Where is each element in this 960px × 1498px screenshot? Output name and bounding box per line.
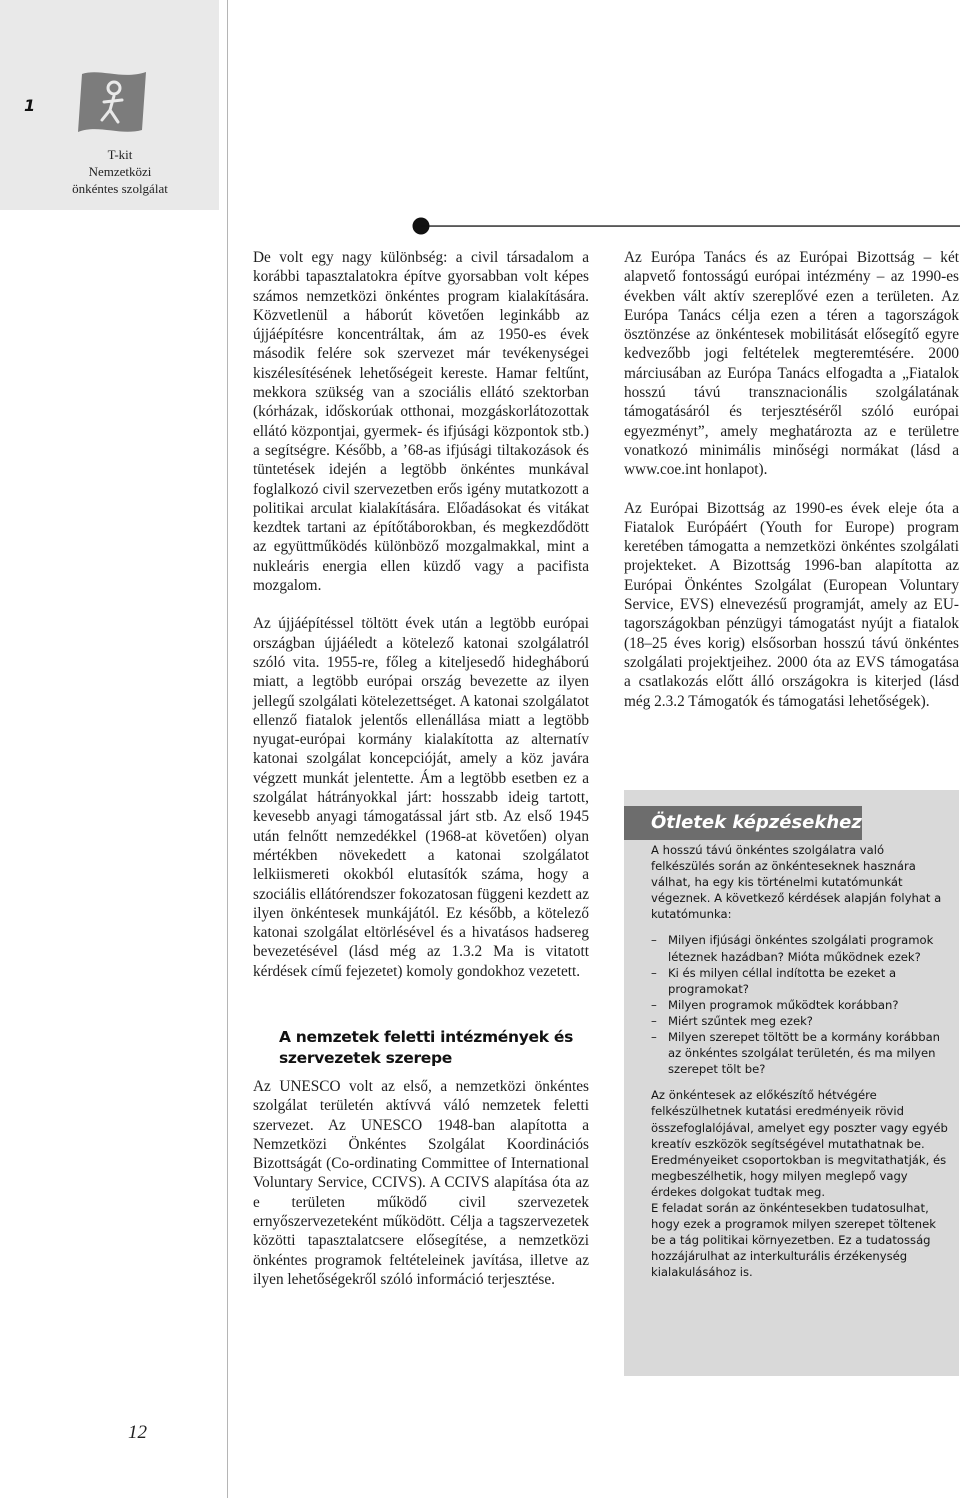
kit-title-line: Nemzetközi xyxy=(88,164,152,179)
page-number: 12 xyxy=(128,1422,147,1443)
ideas-question-list xyxy=(651,932,951,1077)
body-paragraph: Az Európai Bizottság az 1990-es évek eleje óta a Fiatalok Európáért (Youth for Europe) program keretében támogatta a nemzetközi önkéntes szolgálati projekteket. A Bizottság 1996-ban alapította az Európai Önkéntes Szolgálat (European Voluntary Service, EVS) elnevezésű programját, amely az EU-tagországokban pénzügyi támogatást nyújt a fiatalok (18–25 éves korig) elsősorban hosszú távú önkéntes szolgálati projektjeihez. 2000 óta az EVS támogatása a csatlakozás előtt álló országokra is kiterjed (lásd még 2.3.2 Támogatók és támogatási lehetőségek). xyxy=(624,499,959,710)
list-item: – Milyen szerepet töltött be a kormány korábban az önkéntes szolgálat területén, és ma milyen szerepet tölt be? xyxy=(651,1029,951,1077)
chapter-number: 1 xyxy=(24,96,36,115)
body-paragraph: De volt egy nagy különbség: a civil társadalom a korábbi tapasztalatokra építve gyorsabban volt képes számos nemzetközi önkéntes program kialakítására. Közvetlenül a háborút követően leginkább az újjáépítésre koncentráltak, ám az 1950-es évek második felére sok szervezet már tevékenységei kiszélesítésének lehetőségeit kereste. Hamar feltűnt, mekkora szükség van a szociális ellátó szektorban (kórházak, időskorúak otthonai, mozgáskorlátozottak ellátó központjai, gyermek- és ifjúsági központok stb.) a segítségre. Később, a ’68-as ifjúsági tiltakozások és tüntetések idején a legtöbb önkéntes munkával foglalkozó civil szervezetben erős igény mutatkozott a politikai arculat kialakítására. Előadásokat és vitákat kezdtek tartani az építőtáborokban, és megkezdődött az együttműködés különböző mozgalmakkal, mint a nukleáris energia ellen küzdő vagy a pacifista mozgalom. xyxy=(253,249,589,595)
section-heading: A nemzetek feletti intézmények és szervezetek szerepe xyxy=(279,1027,574,1067)
ideas-box-title: Ötletek képzésekhez xyxy=(624,806,862,840)
ideas-outro: Az önkéntesek az előkészítő hétvégére felkészülhetnek kutatási eredményeik rövid összefoglalójával, amelyet egy poszter vagy egyéb kreatív eszközök segítségével mutathatnak be. Eredményeiket csoportokban is megvitathatják, és megbeszélhetik, hogy milyen meglepő vagy érdekes dolgokat tudtak meg. xyxy=(651,1088,948,1199)
list-item: – Milyen ifjúsági önkéntes szolgálati programok léteznek hazádban? Mióta működnek ezek? xyxy=(651,932,951,964)
kit-title-line: T-kit xyxy=(107,147,133,162)
list-item: – Milyen programok működtek korábban? xyxy=(651,997,951,1013)
list-item: – Ki és milyen céllal indította be ezeket a programokat? xyxy=(651,965,951,997)
top-rule-with-dot xyxy=(412,216,960,236)
right-column xyxy=(624,248,959,711)
body-paragraph: Az UNESCO volt az első, a nemzetközi önkéntes szolgálat területén aktívvá váló nemzetek feletti szervezet. Az UNESCO 1948-ban alapította a Nemzetközi Önkéntes Szolgálat Koordinációs Bizottságát (Co-ordinating Committee of International Voluntary Service, CCIVS). A CCIVS alapítása óta az e területen működő civil szervezetek ernyőszervezeteként működött. Célja a tagszervezetek közötti tapasztalatcsere elősegítése, a nemzetközi önkéntes programok feltételeinek javítása, illetve az ilyen lehetőségekről szóló információ terjesztése. xyxy=(253,1077,589,1288)
body-paragraph: Az Európa Tanács és az Európai Bizottság – két alapvető fontosságú európai intézmény – az 1990-es években vált aktív szereplővé ezen a területen. Az Európa Tanács célja ezen a téren a tagországok ösztönzése az önkéntesek mobilitását elősegítő egyre kedvezőbb jogi feltételek megteremtésére. 2000 márciusában az Európa Tanács elfogadta a „Fiatalok hosszú távú transznacionális szolgálatának támogatásáról és terjesztéséről szóló európai egyezményt”, amely meghatározta az e területre vonatkozó minimális minőségi normákat (lásd a www.coe.int honlapot). xyxy=(624,249,959,479)
ideas-intro: A hosszú távú önkéntes szolgálatra való felkészülés során az önkénteseknek hasznára válhat, ha egy kis történelmi kutatómunkát végeznek. A következő kérdések alapján folyhat a kutatómunka: xyxy=(651,843,942,922)
left-column xyxy=(253,248,589,1289)
body-paragraph: Az újjáépítéssel töltött évek után a legtöbb európai országban újjáéledt a kötelező katonai szolgálatról szóló vita. 1955-re, főleg a kiteljesedő hidegháború miatt, a legtöbb európai ország bevezette az ilyen jellegű szolgálati kötelezettséget. A katonai szolgálatot ellenző fiatalok jelentős ellenállása miatt a legtöbb nyugat-európai kormány kialakította az alternatív katonai szolgálat koncepcióját, amely a köz javára végzett munkát jelentette. Ám a legtöbb esetben ez a szolgálat hátrányokkal járt: hosszabb ideig tartott, kevesebb anyagi támogatással járt stb. Az első 1945 után felnőtt nemzedékkel (1968-at követően) olyan mértékben növekedett a katonai szolgálatot lelkiismereti okokból elutasítók száma, hogy a szociális ellátórendszer fokozatosan függeni kezdett az ilyen önkéntesek munkájától. Ez később, a kötelező katonai szolgálat eltörlésével és a hivatásos hadsereg bevezetésével (lásd még az 1.3.2 Ma is vitatott kérdések című fejezetet) komoly gondokhoz vezetett. xyxy=(253,615,589,980)
chapter-sidebar xyxy=(0,0,219,210)
ideas-outro: E feladat során az önkéntesekben tudatosulhat, hogy ezek a programok milyen szerepet töltenek be a tág politikai környezetben. Ez a tudatosság hozzájárulhat az interkulturális érzékenység kialakulásához is. xyxy=(651,1200,936,1280)
t-kit-logo-icon xyxy=(76,66,150,136)
kit-title-line: önkéntes szolgálat xyxy=(72,181,168,196)
list-item: – Miért szűntek meg ezek? xyxy=(651,1013,951,1029)
ideas-box-content xyxy=(651,842,951,1280)
kit-title xyxy=(40,146,200,197)
page-divider xyxy=(227,0,228,1498)
